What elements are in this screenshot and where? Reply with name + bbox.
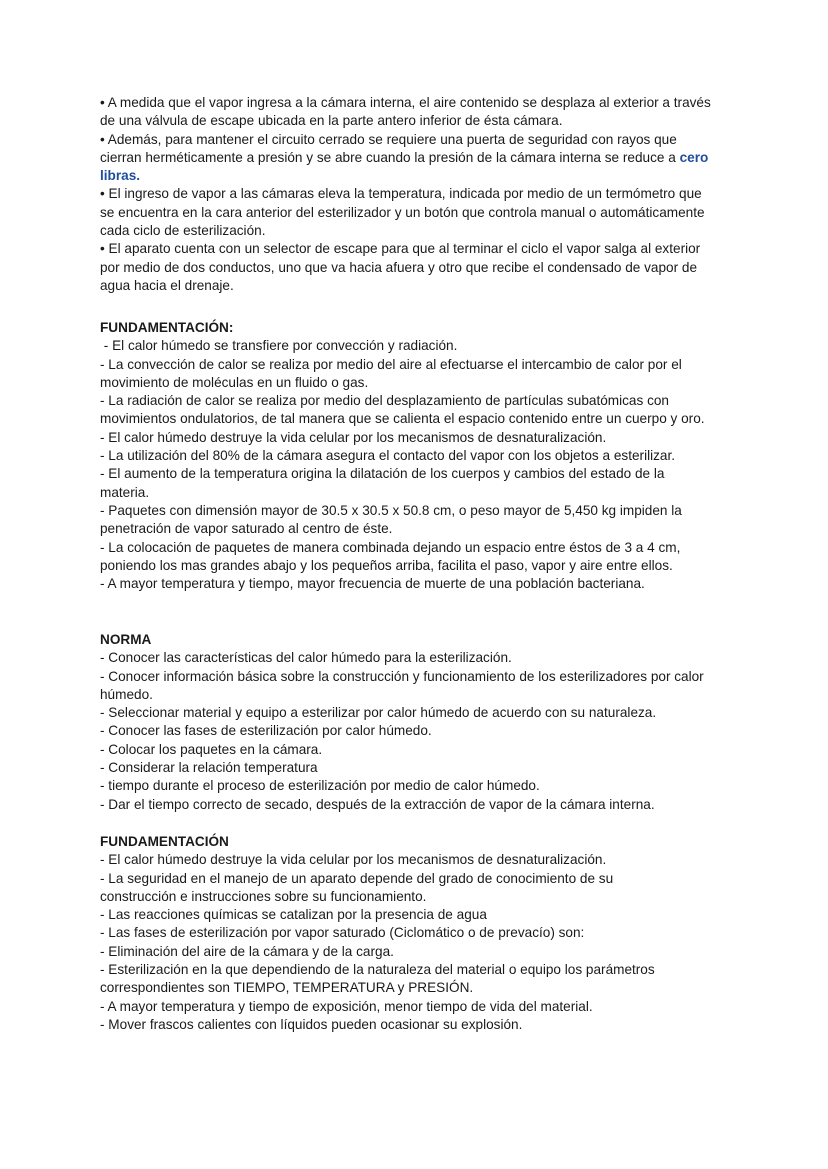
text-line: húmedo.: [100, 686, 153, 702]
text-line: - Las reacciones químicas se catalizan por la presencia de agua: [100, 907, 487, 923]
text-line: [100, 167, 740, 185]
text-line: materia.: [100, 484, 150, 500]
sterilizer-description: [100, 94, 740, 295]
text-line: - Las fases de esterilización por vapor saturado (Ciclomático o de prevacío) son:: [100, 925, 585, 941]
text-line: - La utilización del 80% de la cámara asegura el contacto del vapor con los objetos a esterilizar.: [100, 448, 676, 464]
text-line: - La convección de calor se realiza por medio del aire al efectuarse el intercambio de calor por el: [100, 356, 682, 372]
text-line: cada ciclo de esterilización.: [100, 223, 266, 239]
text-span: cierran herméticamente a presión y se abre cuando la presión de la cámara interna se reduce a: [100, 149, 680, 165]
text-line: [100, 149, 740, 167]
text-line: • El ingreso de vapor a las cámaras eleva la temperatura, indicada por medio de un termómetro que: [100, 186, 702, 202]
fundamentacion-section-1: [100, 319, 740, 593]
section-heading: FUNDAMENTACIÓN: [100, 834, 229, 849]
text-line: - El calor húmedo se transfiere por convección y radiación.: [100, 338, 458, 354]
text-line: - La colocación de paquetes de manera combinada dejando un espacio entre éstos de 3 a 4 cm,: [100, 539, 681, 555]
text-line: - tiempo durante el proceso de esterilización por medio de calor húmedo.: [100, 778, 540, 794]
section-heading: NORMA: [100, 632, 152, 647]
text-line: - Dar el tiempo correcto de secado, después de la extracción de vapor de la cámara interna.: [100, 796, 655, 812]
norma-section: [100, 631, 740, 814]
fundamentacion-section-2: [100, 833, 740, 1034]
text-line: - El aumento de la temperatura origina la dilatación de los cuerpos y cambios del estado de la: [100, 466, 665, 482]
text-line: - Esterilización en la que dependiendo de la naturaleza del material o equipo los parámetros: [100, 962, 655, 978]
text-line: • Además, para mantener el circuito cerrado se requiere una puerta de seguridad con rayos que: [100, 131, 677, 147]
text-line: - Paquetes con dimensión mayor de 30.5 x 30.5 x 50.8 cm, o peso mayor de 5,450 kg impiden la: [100, 502, 682, 518]
text-line: - La radiación de calor se realiza por medio del desplazamiento de partículas subatómicas con: [100, 393, 669, 409]
text-line: - El calor húmedo destruye la vida celular por los mecanismos de desnaturalización.: [100, 429, 607, 445]
text-line: - Conocer las características del calor húmedo para la esterilización.: [100, 650, 512, 666]
text-line: poniendo los mas grandes abajo y los pequeños arriba, facilita el paso, vapor y aire entre ellos.: [100, 557, 673, 573]
text-line: • El aparato cuenta con un selector de escape para que al terminar el ciclo el vapor salga al exterior: [100, 241, 701, 257]
text-line: - Colocar los paquetes en la cámara.: [100, 741, 323, 757]
text-line: - A mayor temperatura y tiempo de exposición, menor tiempo de vida del material.: [100, 998, 593, 1014]
text-line: - Conocer las fases de esterilización por calor húmedo.: [100, 723, 432, 739]
text-line: por medio de dos conductos, uno que va hacia afuera y otro que recibe el condensado de vapor de: [100, 259, 698, 275]
text-line: penetración de vapor saturado al centro de éste.: [100, 521, 393, 537]
text-line: correspondientes son TIEMPO, TEMPERATURA y PRESIÓN.: [100, 980, 474, 996]
text-line: se encuentra en la cara anterior del esterilizador y un botón que controla manual o automáticamente: [100, 204, 705, 220]
text-line: • A medida que el vapor ingresa a la cámara interna, el aire contenido se desplaza al exterior a través: [100, 95, 711, 110]
text-line: - Eliminación del aire de la cámara y de la carga.: [100, 943, 394, 959]
text-line: - Seleccionar material y equipo a esterilizar por calor húmedo de acuerdo con su naturaleza.: [100, 705, 657, 721]
text-line: - Mover frascos calientes con líquidos pueden ocasionar su explosión.: [100, 1016, 523, 1032]
text-line: - La seguridad en el manejo de un aparato depende del grado de conocimiento de su: [100, 870, 614, 886]
text-line: construcción e instrucciones sobre su funcionamiento.: [100, 888, 427, 904]
text-line: agua hacia el drenaje.: [100, 277, 234, 293]
text-line: - A mayor temperatura y tiempo, mayor frecuencia de muerte de una población bacteriana.: [100, 576, 645, 592]
text-line: - Conocer información básica sobre la construcción y funcionamiento de los esterilizadores por calor: [100, 668, 704, 684]
text-line: movimiento de moléculas en un fluido o gas.: [100, 374, 369, 390]
text-line: movimientos ondulatorios, de tal manera que se calienta el espacio contenido entre un cuerpo y oro.: [100, 411, 705, 427]
section-heading: FUNDAMENTACIÓN:: [100, 320, 234, 335]
text-line: - El calor húmedo destruye la vida celular por los mecanismos de desnaturalización.: [100, 852, 607, 868]
text-line: - Considerar la relación temperatura: [100, 760, 318, 776]
text-line: de una válvula de escape ubicada en la parte antero inferior de ésta cámara.: [100, 113, 563, 129]
cero-libras-link[interactable]: cero: [679, 149, 709, 165]
cero-libras-link-cont[interactable]: libras.: [100, 168, 141, 184]
